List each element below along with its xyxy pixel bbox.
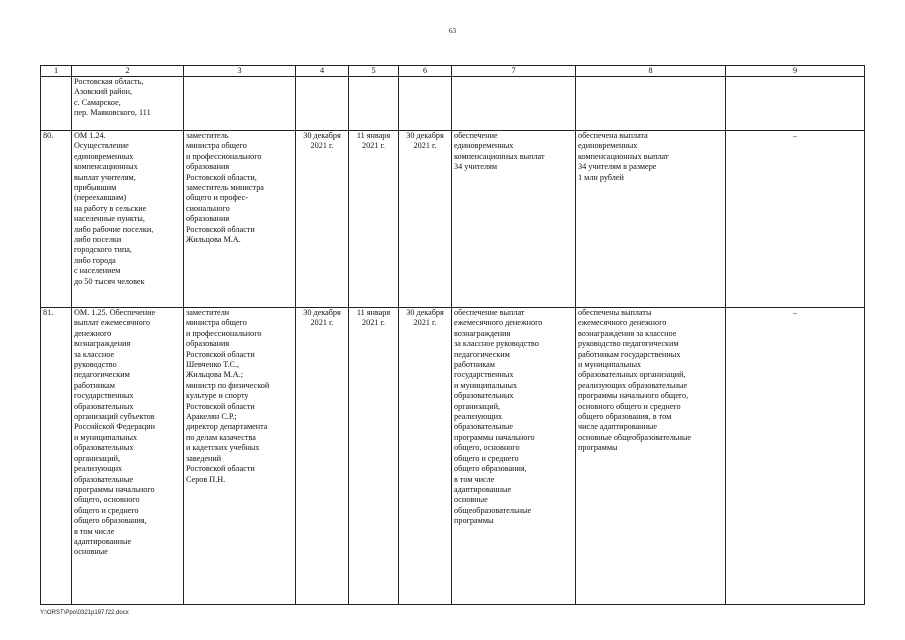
row-number: 81. bbox=[41, 308, 72, 605]
header-cell: 7 bbox=[452, 66, 576, 77]
end-date-cell: 11 января 2021 г. bbox=[349, 131, 399, 308]
header-cell: 6 bbox=[399, 66, 452, 77]
header-cell: 2 bbox=[72, 66, 184, 77]
responsible-cell: заместитель министра общего и профессионального образования Ростовской области, заместитель министра общего и профес- сионального образования Ростовской области Жильцова М.А. bbox=[184, 131, 296, 308]
note-cell: – bbox=[726, 308, 865, 605]
table-row bbox=[41, 77, 865, 131]
responsible-cell bbox=[184, 77, 296, 131]
table-row bbox=[41, 308, 865, 605]
note-cell: – bbox=[726, 131, 865, 308]
deadline-cell bbox=[399, 77, 452, 131]
header-cell: 4 bbox=[296, 66, 349, 77]
table-row bbox=[41, 131, 865, 308]
row-number: 80. bbox=[41, 131, 72, 308]
responsible-cell: заместители министра общего и профессионального образования Ростовской области Шевченко Т.С., Жильцова М.А.; министр по физической культуре и спорту Ростовской области Аракелян С.Р.; директор департамента по делам казачества и кадетских учебных заведений Ростовской области Серов П.Н. bbox=[184, 308, 296, 605]
start-date-cell: 30 декабря 2021 г. bbox=[296, 308, 349, 605]
table-header-row bbox=[41, 66, 865, 77]
file-path-footer: Y:\ORST\Ppo\0321p197.f22.docx bbox=[40, 610, 129, 616]
result-cell: обеспечение единовременных компенсационных выплат 34 учителям bbox=[452, 131, 576, 308]
header-cell: 9 bbox=[726, 66, 865, 77]
header-cell: 1 bbox=[41, 66, 72, 77]
event-cell: ОМ 1.24. Осуществление единовременных компенсационных выплат учителям, прибывшим (переехавшим) на работу в сельские населенные пункты, либо рабочие поселки, либо поселки городского типа, либо города с населением до 50 тысяч человек bbox=[72, 131, 184, 308]
header-cell: 5 bbox=[349, 66, 399, 77]
plan-table bbox=[40, 65, 865, 605]
start-date-cell: 30 декабря 2021 г. bbox=[296, 131, 349, 308]
result-cell: обеспечение выплат ежемесячного денежного вознаграждения за классное руководство педагогическим работникам государственных и муниципальных образовательных организаций, реализующих образовательные программы начального общего, основного общего и среднего общего образования, в том числе адаптированные основные общеобразовательные программы bbox=[452, 308, 576, 605]
note-cell bbox=[726, 77, 865, 131]
result-cell bbox=[452, 77, 576, 131]
event-cell: ОМ. 1.25. Обеспечение выплат ежемесячного денежного вознаграждения за классное руководство педагогическим работникам государственных образовательных организаций субъектов Российской Федерации и муниципальных образовательных организаций, реализующих образовательные программы начального общего, основного общего и среднего общего образования, в том числе адаптированные основные bbox=[72, 308, 184, 605]
event-cell: Ростовская область, Азовский район, с. Самарское, пер. Маяковского, 111 bbox=[72, 77, 184, 131]
deadline-cell: 30 декабря 2021 г. bbox=[399, 308, 452, 605]
indicator-cell bbox=[576, 77, 726, 131]
page-number: 63 bbox=[449, 27, 456, 35]
indicator-cell: обеспечены выплаты ежемесячного денежного вознаграждения за классное руководство педагогическим работникам государственных и муниципальных образовательных организаций, реализующих образовательные программы начального общего, основного общего и среднего общего образования, в том числе адаптированные основные общеобразовательные программы bbox=[576, 308, 726, 605]
indicator-cell: обеспечена выплата единовременных компенсационных выплат 34 учителям в размере 1 млн рублей bbox=[576, 131, 726, 308]
deadline-cell: 30 декабря 2021 г. bbox=[399, 131, 452, 308]
start-date-cell bbox=[296, 77, 349, 131]
end-date-cell: 11 января 2021 г. bbox=[349, 308, 399, 605]
header-cell: 3 bbox=[184, 66, 296, 77]
end-date-cell bbox=[349, 77, 399, 131]
row-number bbox=[41, 77, 72, 131]
header-cell: 8 bbox=[576, 66, 726, 77]
